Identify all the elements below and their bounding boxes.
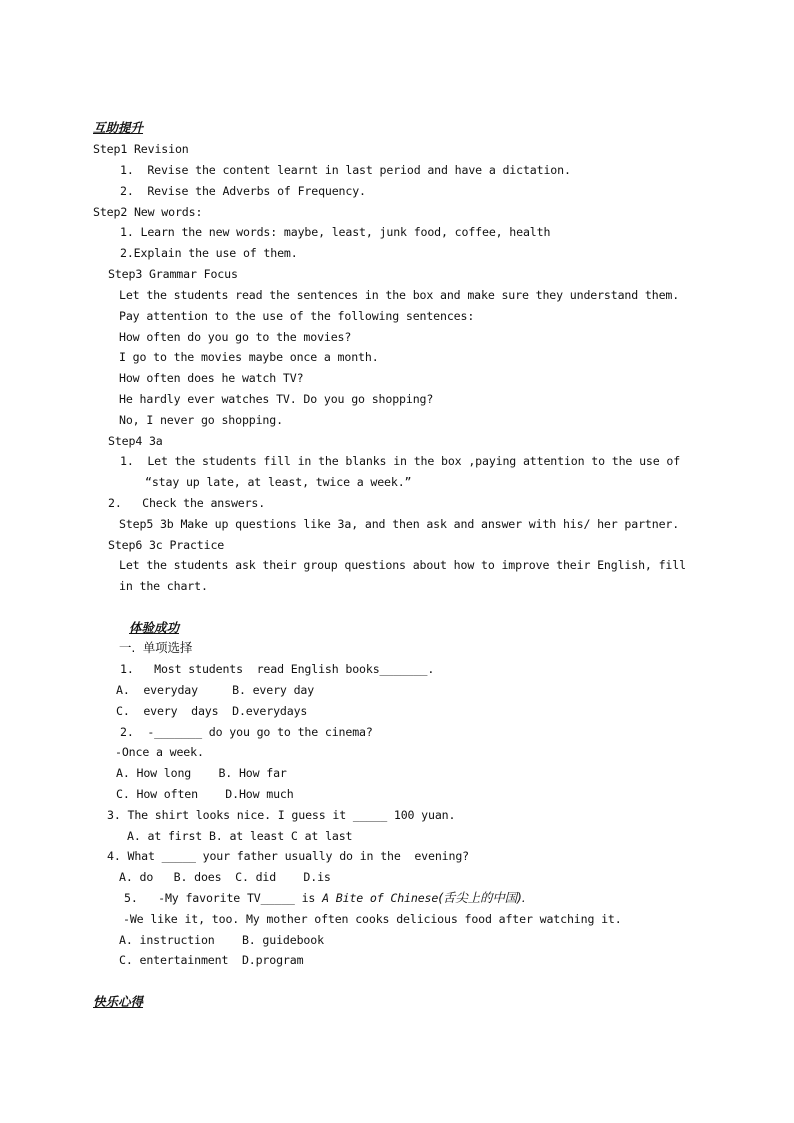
step2-heading: Step2 New words:	[93, 205, 203, 219]
question-5-show-title: A Bite of Chinese	[322, 891, 439, 905]
step3-line-7: No, I never go shopping.	[119, 413, 283, 427]
question-5-chinese-title: (舌尖上的中国).	[438, 890, 526, 905]
step4-item-2: 2. Check the answers.	[108, 496, 266, 510]
step1-heading: Step1 Revision	[93, 142, 189, 156]
step6-line-1: Let the students ask their group questions about how to improve their English, fill	[119, 558, 686, 572]
question-5-options-c-d: C. entertainment D.program	[119, 953, 304, 967]
step4-item-1-continued: “stay up late, at least, twice a week.”	[145, 475, 412, 489]
question-4: 4. What _____ your father usually do in the evening?	[107, 849, 469, 863]
step4-heading: Step4 3a	[108, 434, 163, 448]
question-5	[124, 890, 526, 906]
step3-line-4: I go to the movies maybe once a month.	[119, 350, 379, 364]
step3-line-2: Pay attention to the use of the following sentences:	[119, 309, 475, 323]
question-5-options-a-b: A. instruction B. guidebook	[119, 933, 324, 947]
question-5-reply: -We like it, too. My mother often cooks delicious food after watching it.	[123, 912, 622, 926]
question-3: 3. The shirt looks nice. I guess it _____ 100 yuan.	[107, 808, 456, 822]
question-3-options: A. at first B. at least C at last	[127, 829, 353, 843]
step6-heading: Step6 3c Practice	[108, 538, 225, 552]
section-title-tiyan: 体验成功	[129, 620, 180, 635]
step3-line-1: Let the students read the sentences in the box and make sure they understand them.	[119, 288, 680, 302]
question-1-options-c-d: C. every days D.everydays	[116, 704, 308, 718]
step3-line-6: He hardly ever watches TV. Do you go shopping?	[119, 392, 434, 406]
step3-line-5: How often does he watch TV?	[119, 371, 304, 385]
step2-item-1: 1. Learn the new words: maybe, least, junk food, coffee, health	[120, 225, 551, 239]
step3-line-3: How often do you go to the movies?	[119, 330, 352, 344]
step1-item-2: 2. Revise the Adverbs of Frequency.	[120, 184, 366, 198]
section-title-huzhu: 互助提升	[93, 120, 144, 135]
step4-item-1: 1. Let the students fill in the blanks in the box ,paying attention to the use of	[120, 454, 681, 468]
step5-line: Step5 3b Make up questions like 3a, and then ask and answer with his/ her partner.	[119, 517, 680, 531]
step6-line-2: in the chart.	[119, 579, 208, 593]
question-1-options-a-b: A. everyday B. every day	[116, 683, 315, 697]
question-2-options-a-b: A. How long B. How far	[116, 766, 287, 780]
question-4-options: A. do B. does C. did D.is	[119, 870, 331, 884]
step3-heading: Step3 Grammar Focus	[108, 267, 238, 281]
step1-item-1: 1. Revise the content learnt in last period and have a dictation.	[120, 163, 571, 177]
question-2-answer-line: -Once a week.	[115, 745, 204, 759]
question-1: 1. Most students read English books_______.	[120, 662, 435, 676]
section-title-kuaile: 快乐心得	[93, 994, 144, 1009]
question-2: 2. -_______ do you go to the cinema?	[120, 725, 373, 739]
part-heading-single-choice: 一. 单项选择	[119, 640, 193, 655]
step2-item-2: 2.Explain the use of them.	[120, 246, 298, 260]
question-5-prefix: 5. -My favorite TV_____ is	[124, 891, 323, 905]
question-2-options-c-d: C. How often D.How much	[116, 787, 294, 801]
